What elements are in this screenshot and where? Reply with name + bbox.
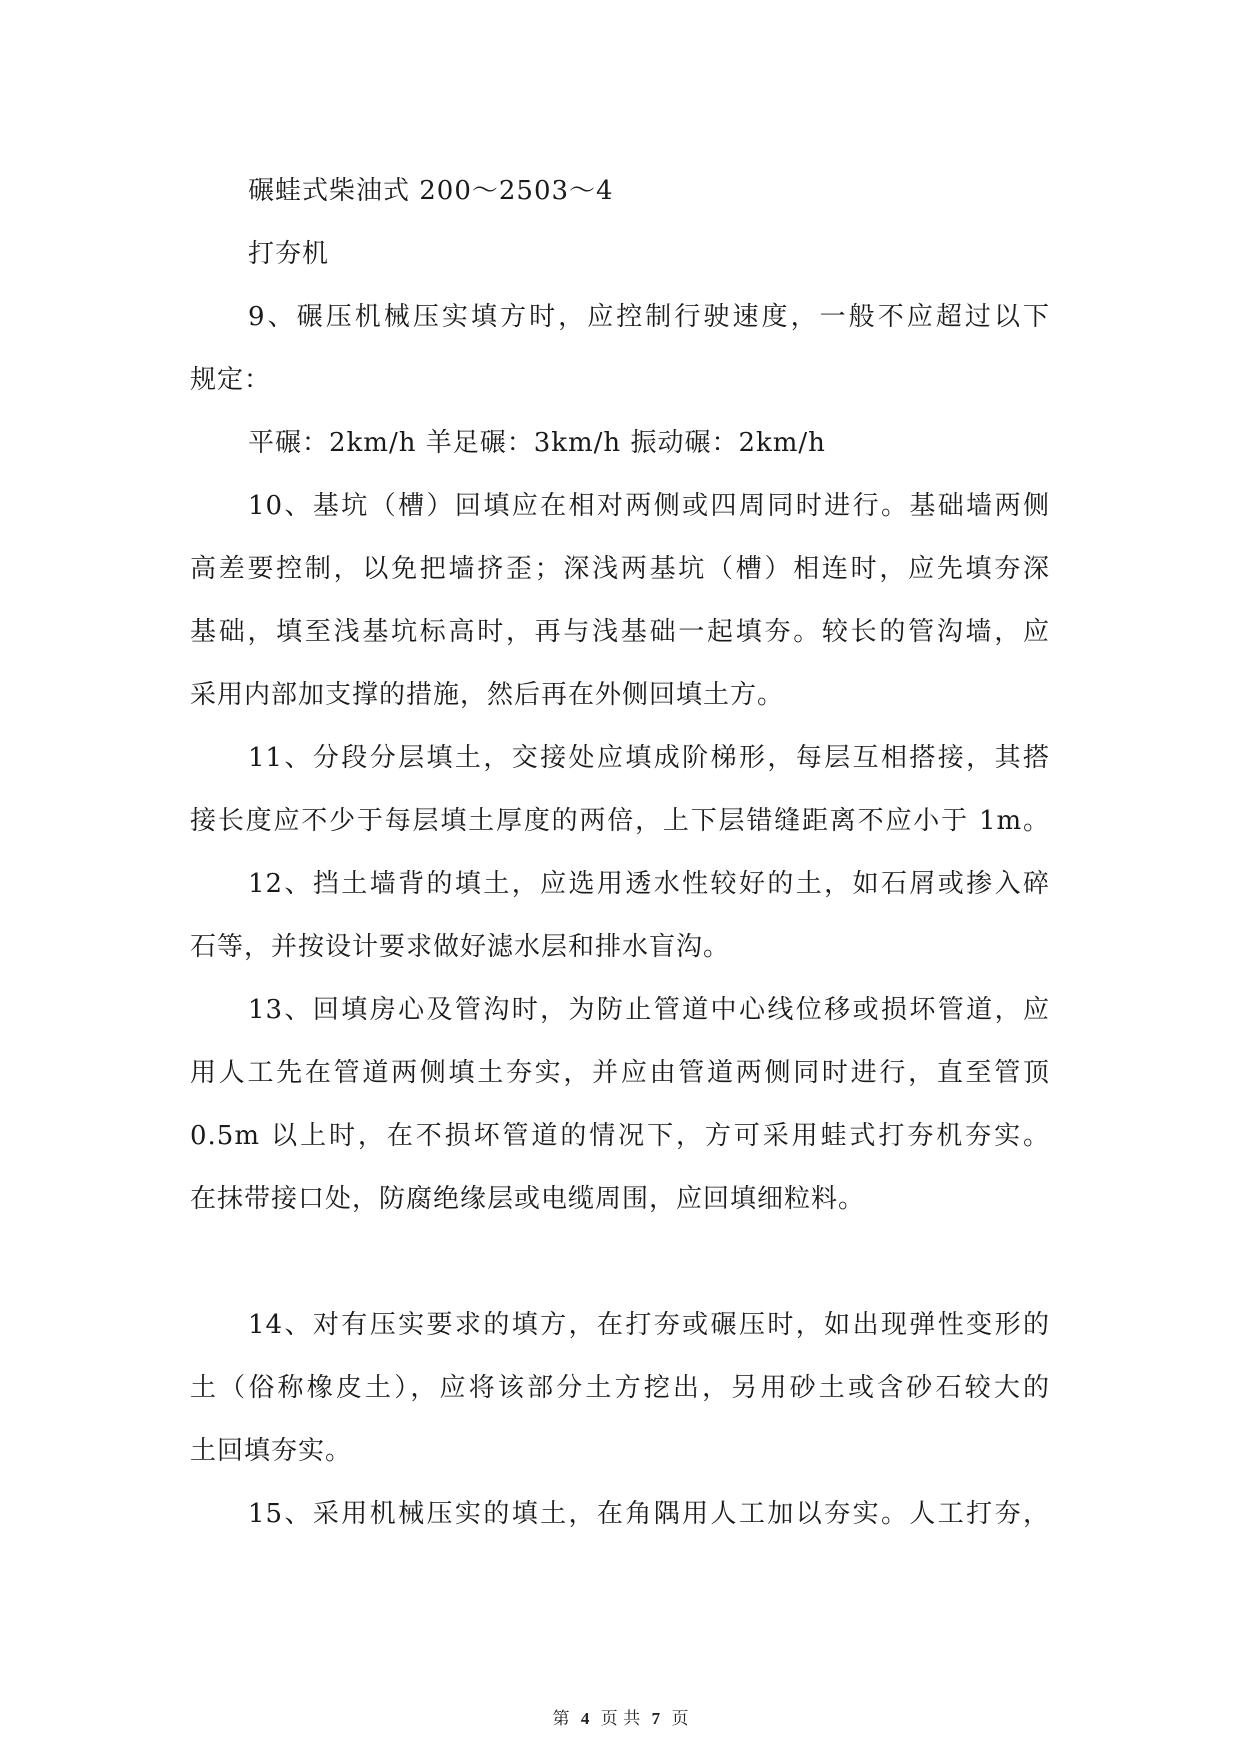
text-line: 15、采用机械压实的填土，在角隅用人工加以夯实。人工打夯，	[248, 1499, 1050, 1529]
footer-prefix: 第	[552, 1709, 570, 1729]
footer-total-pages: 7	[651, 1709, 661, 1728]
footer-middle: 页 共	[600, 1709, 641, 1729]
text-line: 在抹带接口处，防腐绝缘层或电缆周围，应回填细粒料。	[190, 1184, 866, 1214]
text-line: 13、回填房心及管沟时，为防止管道中心线位移或损坏管道，应	[248, 995, 1050, 1025]
text-line: 12、挡土墙背的填土，应选用透水性较好的土，如石屑或掺入碎	[248, 869, 1050, 899]
document-body	[190, 160, 1050, 1546]
page-footer	[0, 1708, 1241, 1730]
text-line: 11、分段分层填土，交接处应填成阶梯形，每层互相搭接，其搭	[248, 743, 1050, 773]
text-line: 土回填夯实。	[190, 1436, 353, 1466]
text-line: 石等，并按设计要求做好滤水层和排水盲沟。	[190, 932, 731, 962]
footer-page-number: 4	[580, 1709, 590, 1728]
blank-gap	[190, 1231, 1050, 1294]
text-line: 14、对有压实要求的填方，在打夯或碾压时，如出现弹性变形的	[248, 1310, 1050, 1340]
text-line: 打夯机	[248, 239, 330, 269]
footer-suffix: 页	[671, 1709, 689, 1729]
text-line: 规定：	[190, 365, 272, 395]
text-line: 土（俗称橡皮土），应将该部分土方挖出，另用砂土或含砂石较大的	[190, 1373, 1050, 1403]
text-line: 9、碾压机械压实填方时，应控制行驶速度，一般不应超过以下	[248, 302, 1050, 332]
text-line: 接长度应不少于每层填土厚度的两倍，上下层错缝距离不应小于 1m。	[190, 806, 1050, 836]
text-line: 碾蛙式柴油式 200～2503～4	[248, 176, 614, 206]
text-line: 0.5m 以上时，在不损坏管道的情况下，方可采用蛙式打夯机夯实。	[190, 1121, 1050, 1151]
text-line: 采用内部加支撑的措施，然后再在外侧回填土方。	[190, 680, 785, 710]
text-line: 10、基坑（槽）回填应在相对两侧或四周同时进行。基础墙两侧	[248, 491, 1050, 521]
text-line: 平碾：2km/h 羊足碾：3km/h 振动碾：2km/h	[248, 428, 826, 458]
text-line: 高差要控制，以免把墙挤歪；深浅两基坑（槽）相连时，应先填夯深	[190, 554, 1050, 584]
text-line: 用人工先在管道两侧填土夯实，并应由管道两侧同时进行，直至管顶	[190, 1058, 1050, 1088]
text-line: 基础，填至浅基坑标高时，再与浅基础一起填夯。较长的管沟墙，应	[190, 617, 1050, 647]
